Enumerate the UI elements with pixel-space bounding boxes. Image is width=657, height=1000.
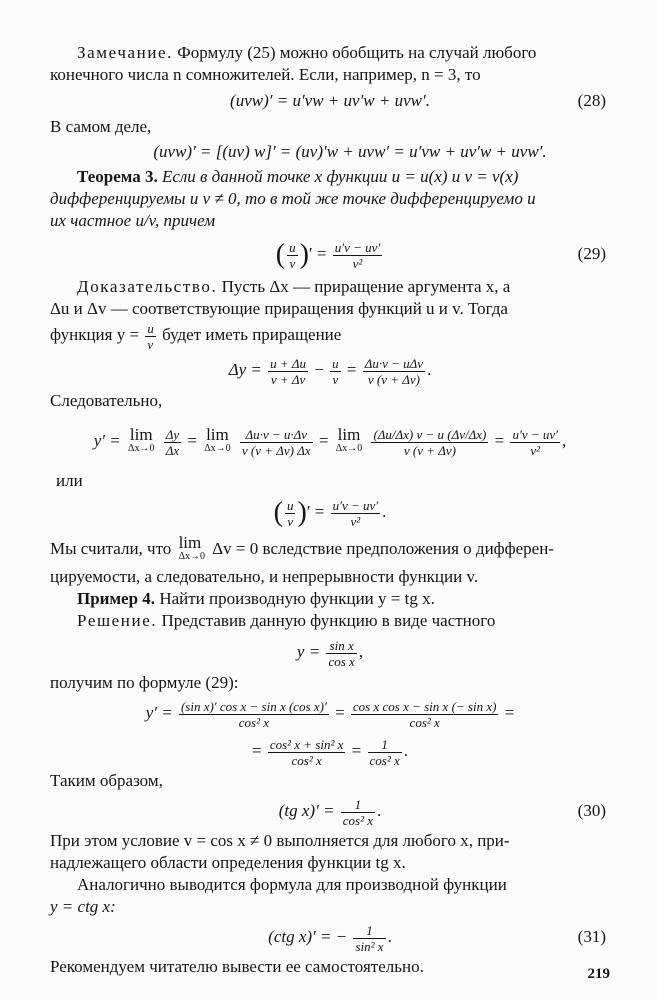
- d2-fraction-2: [368, 737, 402, 768]
- remark-text: Формулу (25) можно обобщить на случай любого: [173, 43, 537, 62]
- proof-line-1: [50, 276, 610, 298]
- eq31-lhs: (ctg x)′ = −: [268, 927, 348, 946]
- dy-lhs: Δy =: [228, 360, 262, 379]
- dy-f1-den: v + Δv: [270, 371, 306, 387]
- or-num: u′v − uv′: [332, 497, 379, 513]
- lim-f2-num: Δu·v − u·Δv: [240, 427, 313, 443]
- lim-2-sub: Δx→0: [204, 443, 231, 455]
- or-lhs-den: v: [287, 513, 294, 529]
- solution-lead: Решение.: [77, 611, 158, 630]
- lim-3-sub: Δx→0: [335, 443, 363, 455]
- condition-line-1: При этом условие v = cos x ≠ 0 выполняется для любого x, при-: [50, 831, 510, 850]
- or-lhs-num: u: [286, 497, 294, 513]
- eq30-num: 1: [341, 797, 375, 813]
- dy-f1-num: u + Δu: [270, 355, 307, 371]
- d2-f1-den: cos² x: [291, 752, 322, 768]
- lim-f3-num: (Δu/Δx) v − u (Δv/Δx): [373, 426, 487, 442]
- thus-line: Таким образом,: [50, 771, 163, 790]
- lim-f1-den: Δx: [165, 442, 180, 458]
- remark-line-2: конечного числа n сомножителей. Если, например, n = 3, то: [50, 65, 481, 84]
- y-lhs: y =: [296, 642, 321, 661]
- proof-lead: Доказательство.: [77, 277, 218, 296]
- remark-lead: Замечание.: [77, 43, 174, 62]
- lim-f3-den: v (v + Δv): [403, 442, 456, 458]
- eq29-num: u′v − uv′: [334, 239, 381, 255]
- right-paren: ): [299, 239, 309, 271]
- eq29-lhs-fraction: [287, 240, 298, 271]
- y-den: cos x: [328, 653, 355, 669]
- equation-28-body: (uvw)′ = u′vw + uv′w + uvw′.: [230, 91, 430, 110]
- proof-line-3-b: будет иметь приращение: [157, 325, 342, 344]
- d1-f1-num: (sin x)′ cos x − sin x (cos x)′: [180, 698, 327, 714]
- or-rhs-fraction: [331, 498, 381, 529]
- d1-lhs: y′ =: [145, 703, 173, 722]
- equation-28: [50, 86, 610, 116]
- remark-line-1: [50, 42, 610, 64]
- equation-quotient-repeat: ( $\frac{u}{v}$ )′ = $\frac{u'v - uv'}{\text{v²}}$ .: [273, 497, 387, 529]
- equation-chain: [50, 138, 610, 166]
- counted-lim-word: lim: [178, 533, 202, 553]
- eq31-num: 1: [353, 923, 385, 939]
- equation-y-tg: [50, 632, 610, 672]
- lim-1: [128, 425, 155, 456]
- lim-f4-num: u′v − uv′: [512, 426, 558, 442]
- by-formula-line: получим по формуле (29):: [50, 673, 239, 692]
- left-paren-2: (: [273, 497, 283, 529]
- dy-fraction-2: [330, 356, 341, 387]
- proof-text-1: Пусть Δx — приращение аргумента x, а: [217, 277, 511, 296]
- or-lhs-fraction: [285, 498, 296, 529]
- theorem-label: Теорема 3.: [77, 167, 158, 186]
- equation-30-number: (30): [577, 801, 606, 820]
- proof-uv-den: v: [147, 336, 154, 352]
- d1-fraction-2: [351, 699, 499, 730]
- theorem-text-1: Если в данной точке x функции u = u(x) и v = v(x): [157, 167, 519, 186]
- eq29-lhs-num: u: [289, 239, 296, 255]
- proof-line-2: Δu и Δv — соответствующие приращения функций u и v. Тогда: [50, 299, 508, 318]
- d1-fraction-1: [179, 699, 329, 730]
- analog-line-2: y = ctg x:: [50, 897, 116, 916]
- equation-29-number: (29): [577, 244, 606, 263]
- counted-lim-sub: Δx→0: [178, 551, 205, 563]
- counted-b: Δv = 0 вследствие предположения о дифферен-: [208, 539, 554, 558]
- lim-fraction-1: [164, 427, 181, 458]
- analog-line-1: Аналогично выводится формула для производной функции: [77, 875, 507, 894]
- example-line-1: [50, 588, 610, 610]
- eq29-rhs-fraction: [333, 240, 383, 271]
- page-number: 219: [587, 966, 610, 982]
- counted-line-1: [50, 532, 610, 566]
- proof-line-3-a: функция y =: [50, 325, 140, 344]
- d2-f2-den: cos² x: [369, 752, 400, 768]
- lim-f4-den: v²: [530, 442, 541, 458]
- d1-f1-den: cos² x: [238, 714, 269, 730]
- d2-fraction-1: [268, 737, 346, 768]
- eq29-prime: ′ =: [308, 244, 327, 263]
- or-den: v²: [350, 513, 361, 529]
- counted-line-2: цируемости, а следовательно, и непрерывности функции v.: [50, 567, 479, 586]
- y-num: sin x: [326, 638, 356, 654]
- dy-fraction-1: [268, 356, 308, 387]
- counted-lim: [178, 533, 205, 564]
- lim-2-word: lim: [206, 425, 229, 445]
- eq30-lhs: (tg x)′ =: [278, 801, 335, 820]
- equation-derivation-2: = $\frac{\text{cos² x + sin² x}}{\text{cos² x}}$ = $\frac{1}{\text{cos² x}}$ .: [251, 736, 409, 768]
- dy-f3-num: Δu·v − uΔv: [364, 355, 424, 371]
- dy-equals: =: [346, 360, 357, 379]
- d2-f2-num: 1: [368, 737, 402, 753]
- equation-30: (tg x)′ = $\frac{1}{\text{cos² x}}$ . (30): [50, 792, 610, 830]
- lim-lhs: y′ =: [93, 431, 121, 450]
- theorem-line-1: [50, 166, 610, 188]
- left-paren: (: [275, 239, 286, 271]
- d1-f2-num: cos x cos x − sin x (− sin x): [352, 698, 497, 714]
- lim-3: [335, 425, 363, 456]
- consequently-line: Следовательно,: [50, 391, 163, 410]
- lim-fraction-3: [371, 427, 488, 458]
- or-line: или: [56, 471, 83, 490]
- lim-fraction-4: [510, 427, 560, 458]
- y-fraction: [326, 638, 356, 669]
- eq30-den: cos² x: [342, 812, 374, 828]
- theorem-line-2: дифференцируемы и v ≠ 0, то в той же точке дифференцируемо и: [50, 189, 536, 208]
- right-paren-2: ): [297, 497, 307, 529]
- example-label: Пример 4.: [77, 589, 156, 608]
- equation-31-number: (31): [577, 927, 606, 946]
- y-tail: ,: [358, 642, 364, 661]
- lim-f2-den: v (v + Δv) Δx: [241, 442, 311, 458]
- counted-a: Мы считали, что: [50, 539, 172, 558]
- solution-text: Представив данную функцию в виде частного: [157, 611, 496, 630]
- equation-31: (ctg x)′ = − $\frac{1}{\text{sin² x}}$ . (31): [50, 918, 610, 956]
- lim-2: [204, 425, 231, 456]
- dy-f2-den: v: [332, 371, 339, 387]
- proof-line-3: [50, 320, 610, 350]
- eq29-den: v²: [352, 255, 363, 271]
- dy-minus: −: [314, 360, 324, 379]
- lim-1-sub: Δx→0: [128, 443, 155, 455]
- proof-uv-num: u: [147, 320, 154, 336]
- equation-limit: y′ = lim Δx→0 $\frac{\Delta y}{\Delta x}$ = lim Δx→0 $\frac{\Delta u\cdot v - u\cdot\Delta v}{v (v + \Delta v) \Delta x}$ = lim Δx→0 $\frac{(\Delta u/\Delta x) v - u (\Delta v/\Delta x)}{v (v + \Delta v)}$ = $\frac{u'v - uv'}{\text{v²}}$ ,: [93, 425, 567, 458]
- equation-28-number: (28): [577, 91, 606, 110]
- or-prime: ′ =: [306, 502, 325, 521]
- dy-f3-den: v (v + Δv): [367, 371, 420, 387]
- page-body: [50, 38, 610, 978]
- eq29-lhs-den: v: [289, 255, 296, 271]
- condition-line-2: надлежащего области определения функции tg x.: [50, 853, 406, 872]
- d1-f2-den: cos² x: [409, 714, 440, 730]
- equation-29: [50, 232, 610, 276]
- equation-delta-y: Δy = $\frac{u + \Delta u}{v + \Delta v}$ − $\frac{u}{v}$ = $\frac{\text{Δu·v − uΔv}}{v (v + \Delta v)}$ .: [228, 355, 432, 387]
- d2-f1-num: cos² x + sin² x: [269, 736, 344, 752]
- lim-fraction-2: [240, 427, 313, 458]
- dy-fraction-3: [363, 356, 425, 387]
- equation-derivation-1: y′ = $\frac{\text{(sin x)′ cos x − sin x (cos x)′}}{\text{cos² x}}$ = $\frac{\text{cos x cos x − sin x (− sin x)}}{\text{cos² x}}$ =: [145, 698, 515, 730]
- eq31-fraction: [353, 923, 385, 954]
- solution-line: [50, 610, 610, 632]
- equation-chain-body: (uvw)′ = [(uv) w]′ = (uv)′w + uvw′ = u′vw + uv′w + uvw′.: [153, 142, 547, 161]
- lim-f1-num: Δy: [165, 426, 180, 442]
- lim-3-word: lim: [337, 425, 361, 445]
- proof-uv-fraction: [145, 321, 156, 352]
- dy-f2-num: u: [332, 355, 339, 371]
- eq30-fraction: [341, 797, 375, 828]
- eq31-den: sin² x: [355, 938, 384, 954]
- indeed-line: В самом деле,: [50, 117, 152, 136]
- theorem-line-3: их частное u/v, причем: [50, 211, 216, 230]
- recommend-line: Рекомендуем читателю вывести ее самостоятельно.: [50, 957, 424, 976]
- example-task: Найти производную функции y = tg x.: [155, 589, 435, 608]
- lim-1-word: lim: [129, 425, 153, 445]
